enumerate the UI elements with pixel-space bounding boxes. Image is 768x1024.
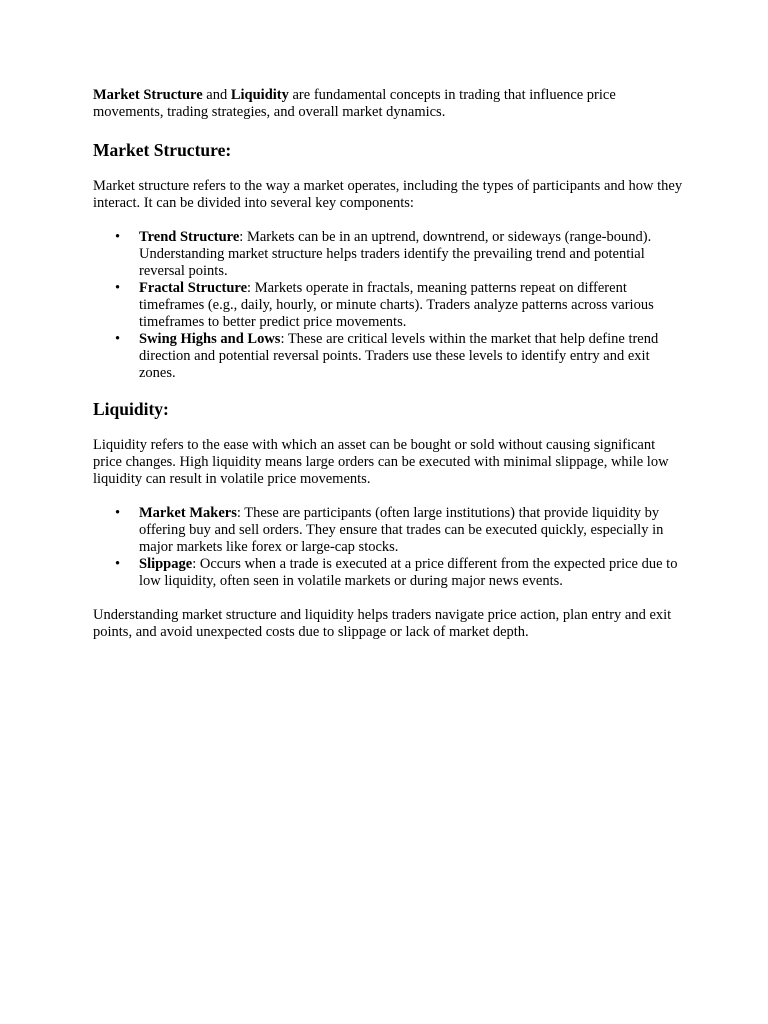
intro-term-market-structure: Market Structure — [93, 87, 203, 103]
liquidity-paragraph: Liquidity refers to the ease with which an asset can be bought or sold without causing significant price changes. High liquidity means large orders can be executed with minimal slippage, while low liquidity can result in volatile price movements. — [93, 437, 669, 487]
list-item-fractal-structure — [115, 280, 683, 331]
list-item-text: : Markets can be in an uptrend, downtrend, or sideways (range-bound). Understanding market structure helps traders identify the prevailing trend and potential reversal points. — [139, 229, 652, 279]
bullet-icon: • — [115, 505, 121, 521]
list-item-text: : These are participants (often large institutions) that provide liquidity by offering buy and sell orders. They ensure that trades can be executed quickly, especially in major markets like forex or large-cap stocks. — [139, 505, 664, 555]
heading-market-structure: Market Structure: — [93, 140, 232, 160]
intro-text: are fundamental concepts in trading that influence price movements, trading strategies, and overall market dynamics. — [93, 87, 616, 120]
bullet-icon: • — [115, 280, 121, 296]
intro-paragraph — [93, 87, 683, 121]
list-item-trend-structure — [115, 229, 683, 280]
heading-liquidity: Liquidity: — [93, 399, 169, 419]
intro-term-liquidity: Liquidity — [230, 87, 289, 103]
list-item-text: : These are critical levels within the market that help define trend direction and potential reversal points. Traders use these levels to identify entry and exit zones. — [139, 331, 659, 381]
conclusion-paragraph: Understanding market structure and liquidity helps traders navigate price action, plan entry and exit points, and avoid unexpected costs due to slippage or lack of market depth. — [93, 607, 672, 640]
list-item-text: : Occurs when a trade is executed at a price different from the expected price due to low liquidity, often seen in volatile markets or during major news events. — [139, 556, 678, 589]
list-item-term: Swing Highs and Lows — [139, 331, 281, 347]
market-structure-list — [93, 229, 683, 382]
market-structure-paragraph: Market structure refers to the way a market operates, including the types of participants and how they interact. It can be divided into several key components: — [93, 178, 683, 211]
liquidity-list — [93, 505, 683, 590]
list-item-swing-highs-lows — [115, 331, 683, 382]
list-item-slippage — [115, 556, 683, 590]
bullet-icon: • — [115, 556, 121, 572]
list-item-term: Trend Structure — [139, 229, 240, 245]
list-item-text: : Markets operate in fractals, meaning patterns repeat on different timeframes (e.g., daily, hourly, or minute charts). Traders analyze patterns across various timeframes to better predict price movements. — [139, 280, 654, 330]
bullet-icon: • — [115, 331, 121, 347]
list-item-market-makers — [115, 505, 683, 556]
list-item-term: Market Makers — [139, 505, 237, 521]
bullet-icon: • — [115, 229, 121, 245]
intro-connector: and — [202, 87, 231, 103]
list-item-term: Slippage — [139, 556, 193, 572]
list-item-term: Fractal Structure — [139, 280, 248, 296]
document-body — [93, 87, 683, 641]
